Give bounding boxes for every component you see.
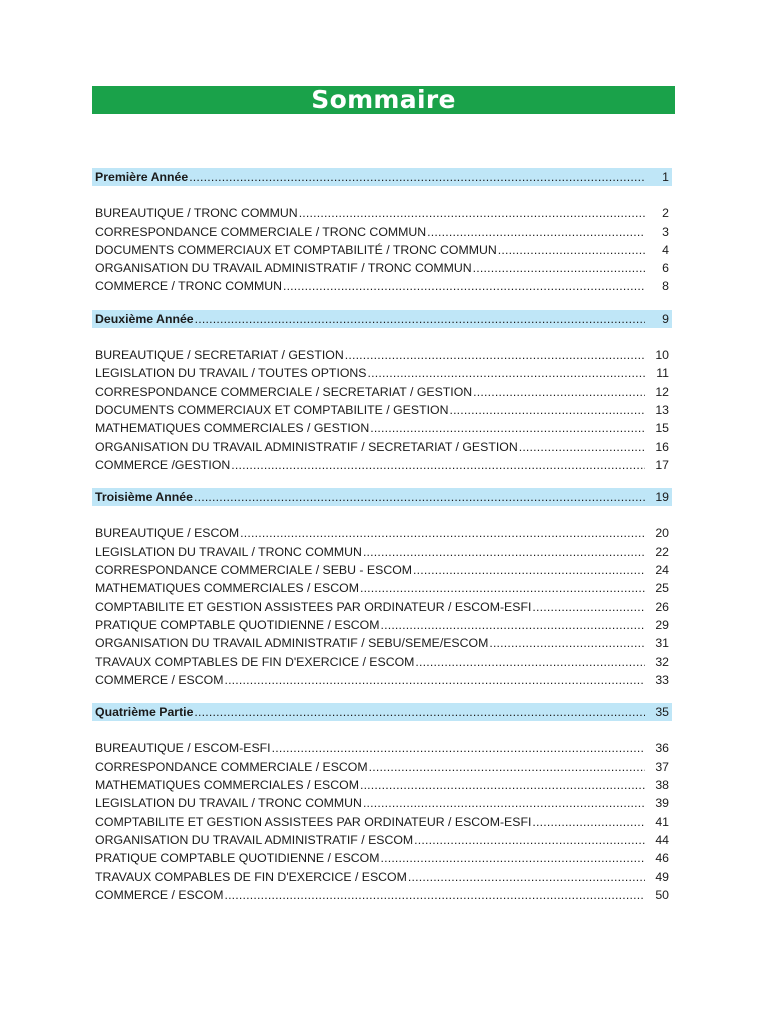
- toc-entry[interactable]: [92, 794, 672, 812]
- dot-leader: [231, 456, 645, 474]
- dot-leader: [224, 886, 645, 904]
- section-quatrieme-partie: [92, 703, 672, 904]
- page-number: 35: [655, 705, 669, 720]
- toc-entry-label: MATHEMATIQUES COMMERCIALES / GESTION: [95, 421, 370, 436]
- page-number: 15: [655, 421, 669, 436]
- dot-leader: [380, 849, 645, 867]
- toc-entry[interactable]: [92, 364, 672, 382]
- dot-leader: [368, 364, 645, 382]
- dot-leader: [380, 616, 645, 634]
- page-number: 2: [662, 206, 669, 221]
- page-number: 39: [655, 796, 669, 811]
- section-header-label: Première Année: [95, 170, 189, 184]
- toc-entry[interactable]: [92, 813, 672, 831]
- dot-leader: [413, 561, 645, 579]
- dot-leader: [360, 579, 645, 597]
- page-number: 12: [655, 384, 669, 399]
- toc-entry[interactable]: [92, 598, 672, 616]
- toc-entry-label: BUREAUTIQUE / ESCOM-ESFI: [95, 741, 271, 756]
- toc-entry-label: COMMERCE /GESTION: [95, 457, 231, 472]
- toc-entry[interactable]: [92, 346, 672, 364]
- section-troisieme-annee: [92, 488, 672, 689]
- dot-leader: [195, 310, 645, 328]
- page-number: 6: [662, 261, 669, 276]
- dot-leader: [272, 739, 645, 757]
- toc-entry[interactable]: [92, 671, 672, 689]
- dot-leader: [360, 776, 645, 794]
- page-number: 26: [655, 599, 669, 614]
- page-number: 13: [655, 402, 669, 417]
- toc-entry[interactable]: [92, 259, 672, 277]
- dot-leader: [370, 419, 645, 437]
- toc-entry[interactable]: [92, 868, 672, 886]
- section-header[interactable]: [92, 168, 672, 186]
- page-number: 41: [655, 814, 669, 829]
- page-title: Sommaire: [311, 85, 456, 114]
- toc-entry[interactable]: [92, 634, 672, 652]
- dot-leader: [224, 671, 645, 689]
- dot-leader: [369, 758, 645, 776]
- toc-entry[interactable]: [92, 758, 672, 776]
- toc-entry-label: DOCUMENTS COMMERCIAUX ET COMPTABILITE / GESTION: [95, 402, 449, 417]
- dot-leader: [415, 653, 645, 671]
- page-number: 9: [662, 311, 669, 326]
- toc-entry-label: PRATIQUE COMPTABLE QUOTIDIENNE / ESCOM: [95, 851, 380, 866]
- dot-leader: [498, 241, 645, 259]
- toc-entry[interactable]: [92, 438, 672, 456]
- toc-entry[interactable]: [92, 383, 672, 401]
- toc-entry-label: DOCUMENTS COMMERCIAUX ET COMPTABILITÉ / TRONC COMMUN: [95, 242, 497, 257]
- toc-entry-label: ORGANISATION DU TRAVAIL ADMINISTRATIF / SECRETARIAT / GESTION: [95, 439, 518, 454]
- toc-entry-label: LEGISLATION DU TRAVAIL / TRONC COMMUN: [95, 796, 362, 811]
- page-number: 31: [655, 636, 669, 651]
- dot-leader: [489, 634, 645, 652]
- page-number: 29: [655, 617, 669, 632]
- dot-leader: [449, 401, 645, 419]
- page-number: 4: [662, 242, 669, 257]
- page-number: 3: [662, 224, 669, 239]
- toc-entry[interactable]: [92, 561, 672, 579]
- page-number: 25: [655, 581, 669, 596]
- section-header-label: Quatrième Partie: [95, 705, 194, 720]
- toc-entry[interactable]: [92, 204, 672, 222]
- toc-entry[interactable]: [92, 776, 672, 794]
- toc-entry-label: CORRESPONDANCE COMMERCIALE / SEBU - ESCOM: [95, 563, 413, 578]
- section-header-label: Deuxième Année: [95, 311, 194, 326]
- dot-leader: [283, 277, 645, 295]
- toc-entry-label: LEGISLATION DU TRAVAIL / TOUTES OPTIONS: [95, 366, 367, 381]
- page-number: 8: [662, 279, 669, 294]
- page-number: 24: [655, 563, 669, 578]
- toc-entry-label: ORGANISATION DU TRAVAIL ADMINISTRATIF / SEBU/SEME/ESCOM: [95, 636, 489, 651]
- section-header[interactable]: [92, 703, 672, 721]
- section-deuxieme-annee: [92, 310, 672, 474]
- page-number: 19: [655, 490, 669, 505]
- toc-entry-label: CORRESPONDANCE COMMERCIALE / SECRETARIAT / GESTION: [95, 384, 473, 399]
- page-number: 37: [655, 759, 669, 774]
- page-number: 50: [655, 887, 669, 902]
- page-number: 36: [655, 741, 669, 756]
- page-number: 11: [656, 366, 669, 381]
- page-number: 16: [655, 439, 669, 454]
- dot-leader: [414, 831, 645, 849]
- toc-entry-label: BUREAUTIQUE / ESCOM: [95, 526, 240, 541]
- toc-entry-label: BUREAUTIQUE / TRONC COMMUN: [95, 206, 298, 221]
- page-number: 1: [662, 170, 669, 184]
- dot-leader: [345, 346, 645, 364]
- dot-leader: [299, 204, 645, 222]
- toc-entry-label: COMPTABILITE ET GESTION ASSISTEES PAR ORDINATEUR / ESCOM-ESFI: [95, 599, 532, 614]
- dot-leader: [408, 868, 645, 886]
- toc-entry-label: TRAVAUX COMPABLES DE FIN D'EXERCICE / ESCOM: [95, 869, 407, 884]
- dot-leader: [532, 813, 645, 831]
- dot-leader: [194, 703, 645, 721]
- toc-entry[interactable]: [92, 524, 672, 542]
- page-number: 10: [655, 348, 669, 363]
- toc-entry[interactable]: [92, 401, 672, 419]
- page-number: 33: [655, 672, 669, 687]
- toc-entry-label: TRAVAUX COMPTABLES DE FIN D'EXERCICE / ESCOM: [95, 654, 415, 669]
- toc-entry[interactable]: [92, 653, 672, 671]
- page-number: 44: [655, 832, 669, 847]
- toc-entry[interactable]: [92, 831, 672, 849]
- page-number: 17: [655, 457, 669, 472]
- dot-leader: [194, 488, 645, 506]
- page-number: 49: [655, 869, 669, 884]
- dot-leader: [240, 524, 645, 542]
- toc-entry-label: LEGISLATION DU TRAVAIL / TRONC COMMUN: [95, 544, 362, 559]
- toc-entry-label: MATHEMATIQUES COMMERCIALES / ESCOM: [95, 778, 359, 793]
- dot-leader: [189, 168, 645, 186]
- page-number: 46: [655, 851, 669, 866]
- page-number: 38: [655, 778, 669, 793]
- toc-entry-label: MATHEMATIQUES COMMERCIALES / ESCOM: [95, 581, 359, 596]
- toc-entry-label: COMMERCE / ESCOM: [95, 672, 224, 687]
- toc-entry-label: COMMERCE / ESCOM: [95, 887, 224, 902]
- dot-leader: [363, 543, 645, 561]
- section-header-label: Troisième Année: [95, 490, 193, 505]
- section-premiere-annee: [92, 168, 672, 296]
- toc-entry-label: COMMERCE / TRONC COMMUN: [95, 279, 282, 294]
- toc-entry[interactable]: [92, 223, 672, 241]
- toc-entry[interactable]: [92, 739, 672, 757]
- toc-entry-label: ORGANISATION DU TRAVAIL ADMINISTRATIF / ESCOM: [95, 832, 414, 847]
- toc-entry[interactable]: [92, 543, 672, 561]
- toc-entry[interactable]: [92, 241, 672, 259]
- toc-entry-label: COMPTABILITE ET GESTION ASSISTEES PAR ORDINATEUR / ESCOM-ESFI: [95, 814, 532, 829]
- page-number: 22: [655, 544, 669, 559]
- toc-entry[interactable]: [92, 849, 672, 867]
- dot-leader: [532, 598, 645, 616]
- toc-entry-label: PRATIQUE COMPTABLE QUOTIDIENNE / ESCOM: [95, 617, 380, 632]
- toc-entry[interactable]: [92, 277, 672, 295]
- toc-entry-label: BUREAUTIQUE / SECRETARIAT / GESTION: [95, 348, 344, 363]
- table-of-contents: [92, 168, 672, 918]
- section-header[interactable]: [92, 310, 672, 328]
- toc-entry-label: CORRESPONDANCE COMMERCIALE / ESCOM: [95, 759, 368, 774]
- toc-entry[interactable]: [92, 616, 672, 634]
- dot-leader: [519, 438, 645, 456]
- toc-entry-label: CORRESPONDANCE COMMERCIALE / TRONC COMMUN: [95, 224, 427, 239]
- page-number: 32: [655, 654, 669, 669]
- page-number: 20: [655, 526, 669, 541]
- dot-leader: [427, 223, 645, 241]
- toc-entry[interactable]: [92, 886, 672, 904]
- toc-entry[interactable]: [92, 579, 672, 597]
- dot-leader: [363, 794, 645, 812]
- toc-entry[interactable]: [92, 456, 672, 474]
- toc-entry[interactable]: [92, 419, 672, 437]
- title-banner: [92, 86, 675, 114]
- dot-leader: [473, 259, 645, 277]
- section-header[interactable]: [92, 488, 672, 506]
- toc-entry-label: ORGANISATION DU TRAVAIL ADMINISTRATIF / TRONC COMMUN: [95, 261, 472, 276]
- dot-leader: [473, 383, 645, 401]
